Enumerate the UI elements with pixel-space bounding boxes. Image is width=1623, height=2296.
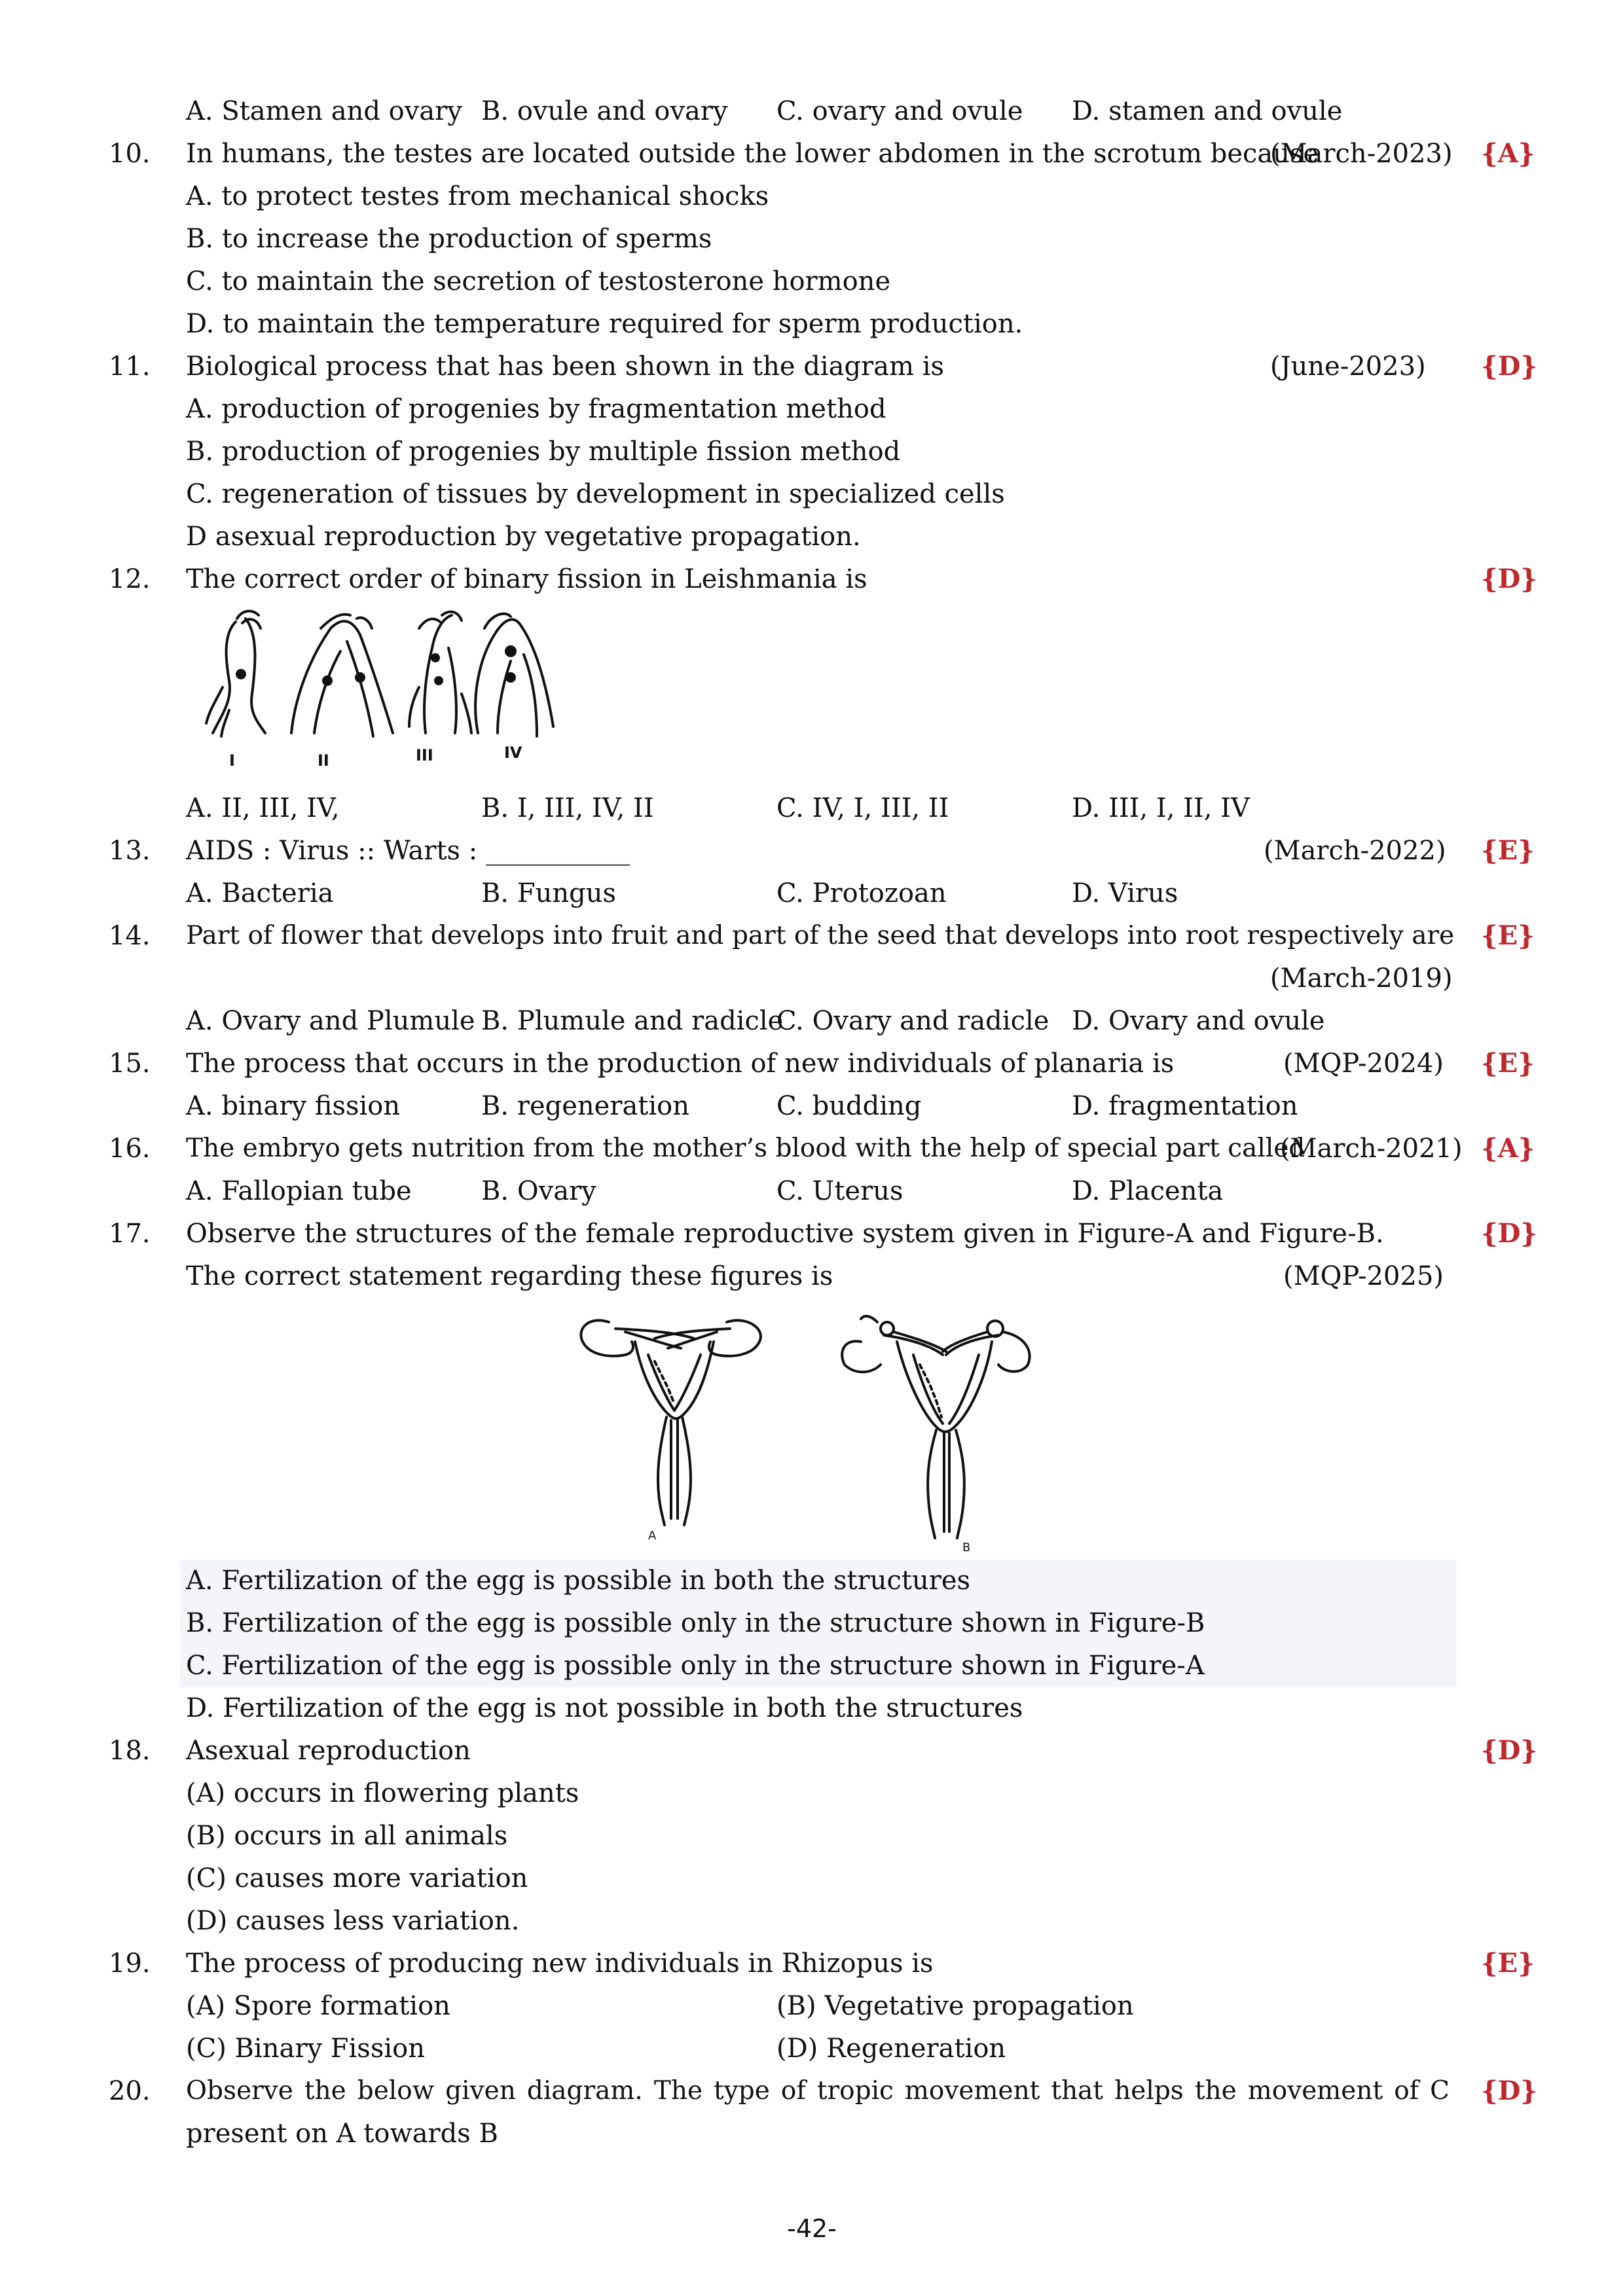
q14-option-d: D. Ovary and ovule [1072, 1006, 1325, 1036]
q15-option-d: D. fragmentation [1072, 1091, 1298, 1121]
q15-text: The process that occurs in the production of new individuals of planaria is [186, 1049, 1175, 1079]
q10-option-a: A. to protect testes from mechanical shocks [186, 181, 769, 211]
q10-text: In humans, the testes are located outside the lower abdomen in the scrotum because [186, 139, 1319, 169]
q14-text: Part of flower that develops into fruit and part of the seed that develops into root respectively are [186, 921, 1455, 950]
q9-option-b: B. ovule and ovary [481, 96, 728, 126]
leishmania-fission-figure [196, 602, 576, 772]
q14-number: 14. [109, 921, 151, 951]
q13-text: AIDS : Virus :: Warts : ___________ [186, 836, 630, 866]
q13-answer: {E} [1481, 835, 1535, 866]
q16-option-b: B. Ovary [481, 1176, 596, 1206]
q17-option-a: A. Fertilization of the egg is possible in both the structures [186, 1566, 971, 1596]
q10-option-d: D. to maintain the temperature required for sperm production. [186, 309, 1023, 339]
page-number: -42- [787, 2214, 837, 2243]
q18-option-c: (C) causes more variation [186, 1863, 528, 1893]
q19-answer: {E} [1481, 1948, 1535, 1979]
q20-text-2: present on A towards B [186, 2119, 498, 2149]
q17-option-d: D. Fertilization of the egg is not possible in both the structures [186, 1693, 1023, 1723]
q17-source: (MQP-2025) [1283, 1261, 1444, 1291]
q13-option-a: A. Bacteria [186, 878, 334, 908]
q15-answer: {E} [1481, 1048, 1535, 1079]
q16-text: The embryo gets nutrition from the mother’s blood with the help of special part called [186, 1134, 1305, 1163]
q13-source: (March-2022) [1264, 836, 1446, 866]
q15-option-b: B. regeneration [481, 1091, 690, 1121]
q12-text: The correct order of binary fission in Leishmania is [186, 564, 867, 594]
q18-option-b: (B) occurs in all animals [186, 1821, 508, 1851]
q17-option-b: B. Fertilization of the egg is possible only in the structure shown in Figure-B [186, 1608, 1205, 1638]
q9-option-a: A. Stamen and ovary [186, 96, 462, 126]
leishmania-label-2: II [318, 751, 329, 770]
q17-text: Observe the structures of the female reproductive system given in Figure-A and Figure-B. [186, 1219, 1384, 1249]
leishmania-label-1: I [229, 751, 235, 770]
q14-answer: {E} [1481, 920, 1535, 951]
q11-option-b: B. production of progenies by multiple fission method [186, 437, 901, 467]
q14-source: (March-2019) [1270, 963, 1453, 994]
q15-option-a: A. binary fission [186, 1091, 401, 1121]
q12-option-a: A. II, III, IV, [186, 793, 340, 823]
q19-text: The process of producing new individuals in Rhizopus is [186, 1948, 934, 1979]
q17-option-c: C. Fertilization of the egg is possible only in the structure shown in Figure-A [186, 1651, 1205, 1681]
q15-option-c: C. budding [776, 1091, 922, 1121]
female-reproductive-system-figure [570, 1302, 1080, 1558]
leishmania-label-3: III [416, 746, 433, 764]
leishmania-stage-2-body [291, 621, 393, 733]
q13-number: 13. [109, 836, 151, 866]
q11-option-c: C. regeneration of tissues by development in specialized cells [186, 479, 1005, 509]
q11-number: 11. [109, 351, 151, 382]
q19-number: 19. [109, 1948, 151, 1979]
q10-answer: {A} [1481, 138, 1535, 169]
q19-option-d: (D) Regeneration [776, 2034, 1006, 2064]
q11-text: Biological process that has been shown in the diagram is [186, 351, 945, 382]
q10-source: (March-2023) [1270, 139, 1453, 169]
q17-answer: {D} [1481, 1218, 1538, 1249]
leishmania-stage-3-body [424, 615, 452, 733]
q16-option-a: A. Fallopian tube [186, 1176, 412, 1206]
q16-answer: {A} [1481, 1133, 1535, 1164]
q19-option-b: (B) Vegetative propagation [776, 1991, 1134, 2021]
q12-option-c: C. IV, I, III, II [776, 793, 949, 823]
q12-option-b: B. I, III, IV, II [481, 793, 654, 823]
q11-answer: {D} [1481, 351, 1538, 382]
q9-option-d: D. stamen and ovule [1072, 96, 1343, 126]
q13-option-d: D. Virus [1072, 878, 1178, 908]
q16-number: 16. [109, 1134, 151, 1164]
q14-option-c: C. Ovary and radicle [776, 1006, 1049, 1036]
q18-number: 18. [109, 1736, 151, 1766]
q10-option-b: B. to increase the production of sperms [186, 224, 712, 254]
q19-option-a: (A) Spore formation [186, 1991, 450, 2021]
q18-text: Asexual reproduction [186, 1736, 471, 1766]
q18-option-a: (A) occurs in flowering plants [186, 1778, 579, 1808]
q13-option-c: C. Protozoan [776, 878, 947, 908]
figure-b-diagram [842, 1316, 1029, 1538]
figure-a-diagram [581, 1320, 761, 1525]
q15-number: 15. [109, 1049, 151, 1079]
leishmania-stage-1-body [213, 622, 236, 733]
q15-source: (MQP-2024) [1283, 1049, 1444, 1079]
q18-option-d: (D) causes less variation. [186, 1906, 520, 1936]
q19-option-c: (C) Binary Fission [186, 2034, 425, 2064]
leishmania-label-4: IV [504, 744, 522, 762]
q14-option-b: B. Plumule and radicle [481, 1006, 784, 1036]
q12-answer: {D} [1481, 564, 1538, 594]
q11-option-d: D asexual reproduction by vegetative propagation. [186, 522, 861, 552]
q20-number: 20. [109, 2076, 151, 2106]
q11-option-a: A. production of progenies by fragmentation method [186, 394, 886, 424]
q16-option-c: C. Uterus [776, 1176, 903, 1206]
q16-option-d: D. Placenta [1072, 1176, 1224, 1206]
figure-label-b: B [962, 1541, 971, 1554]
q9-option-c: C. ovary and ovule [776, 96, 1023, 126]
q13-option-b: B. Fungus [481, 878, 616, 908]
figure-label-a: A [648, 1529, 657, 1543]
q14-option-a: A. Ovary and Plumule [186, 1006, 475, 1036]
q16-source: (March-2021) [1280, 1134, 1463, 1164]
q12-number: 12. [109, 564, 151, 594]
q10-number: 10. [109, 139, 151, 169]
q17-text-2: The correct statement regarding these figures is [186, 1261, 833, 1291]
q18-answer: {D} [1481, 1735, 1538, 1766]
q20-answer: {D} [1481, 2075, 1538, 2106]
q17-number: 17. [109, 1219, 151, 1249]
q11-source: (June-2023) [1270, 351, 1426, 382]
q10-option-c: C. to maintain the secretion of testosterone hormone [186, 266, 891, 296]
q20-text: Observe the below given diagram. The type of tropic movement that helps the movement of C [186, 2076, 1450, 2106]
q12-option-d: D. III, I, II, IV [1072, 793, 1250, 823]
